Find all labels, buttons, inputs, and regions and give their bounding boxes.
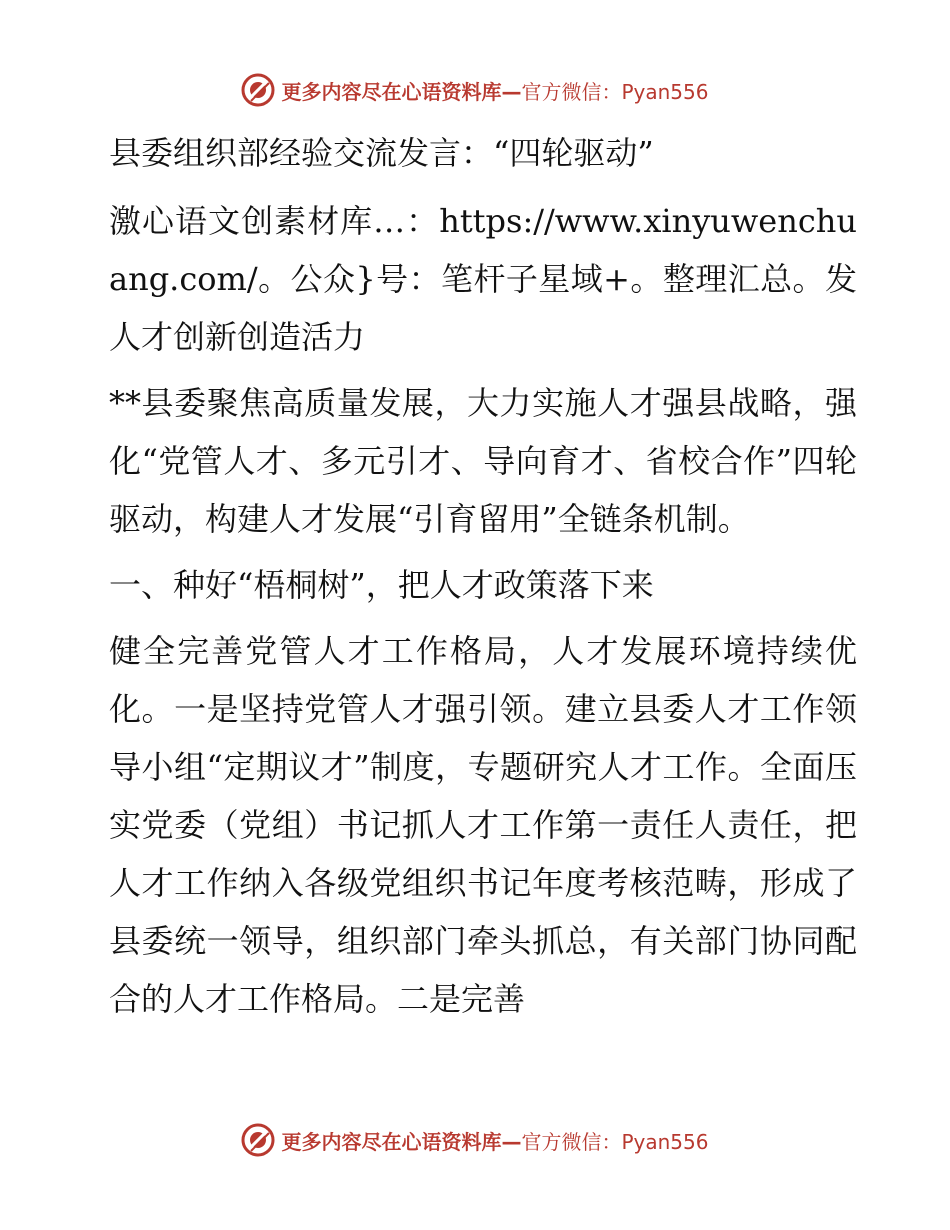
watermark-wechat: 官方微信：Pyan556	[521, 1129, 709, 1154]
body-paragraph-1: 健全完善党管人才工作格局，人才发展环境持续优化。一是坚持党管人才强引领。建立县委人才工作领导小组“定期议才”制度，专题研究人才工作。全面压实党委（党组）书记抓人才工作第一责任人责任，把人才工作纳入各级党组织书记年度考核范畴，形成了县委统一领导，组织部门牵头抓总，有关部门协同配合的人才工作格局。二是完善	[109, 632, 857, 1018]
watermark-banner-bottom	[0, 1120, 950, 1160]
brand-logo-icon	[241, 1123, 275, 1157]
watermark-text	[281, 76, 708, 105]
source-line: 激心语文创素材库…：https://www.xinyuwenchuang.com/。公众}号：笔杆子星域+。整理汇总。发人才创新创造活力	[109, 202, 857, 356]
watermark-banner-top	[0, 70, 950, 110]
watermark-wechat: 官方微信：Pyan556	[521, 79, 709, 104]
document-body	[97, 124, 857, 1036]
watermark-text	[281, 1126, 708, 1155]
watermark-separator: —	[501, 79, 522, 104]
brand-logo-icon	[241, 73, 275, 107]
document-title: 县委组织部经验交流发言：“四轮驱动”	[109, 134, 654, 172]
section-heading-1: 一、种好“梧桐树”，把人才政策落下来	[109, 566, 654, 604]
watermark-separator: —	[501, 1129, 522, 1154]
watermark-main: 更多内容尽在心语资料库	[281, 79, 502, 104]
intro-paragraph: **县委聚焦高质量发展，大力实施人才强县战略，强化“党管人才、多元引才、导向育才、省校合作”四轮驱动，构建人才发展“引育留用”全链条机制。	[109, 384, 857, 538]
watermark-main: 更多内容尽在心语资料库	[281, 1129, 502, 1154]
